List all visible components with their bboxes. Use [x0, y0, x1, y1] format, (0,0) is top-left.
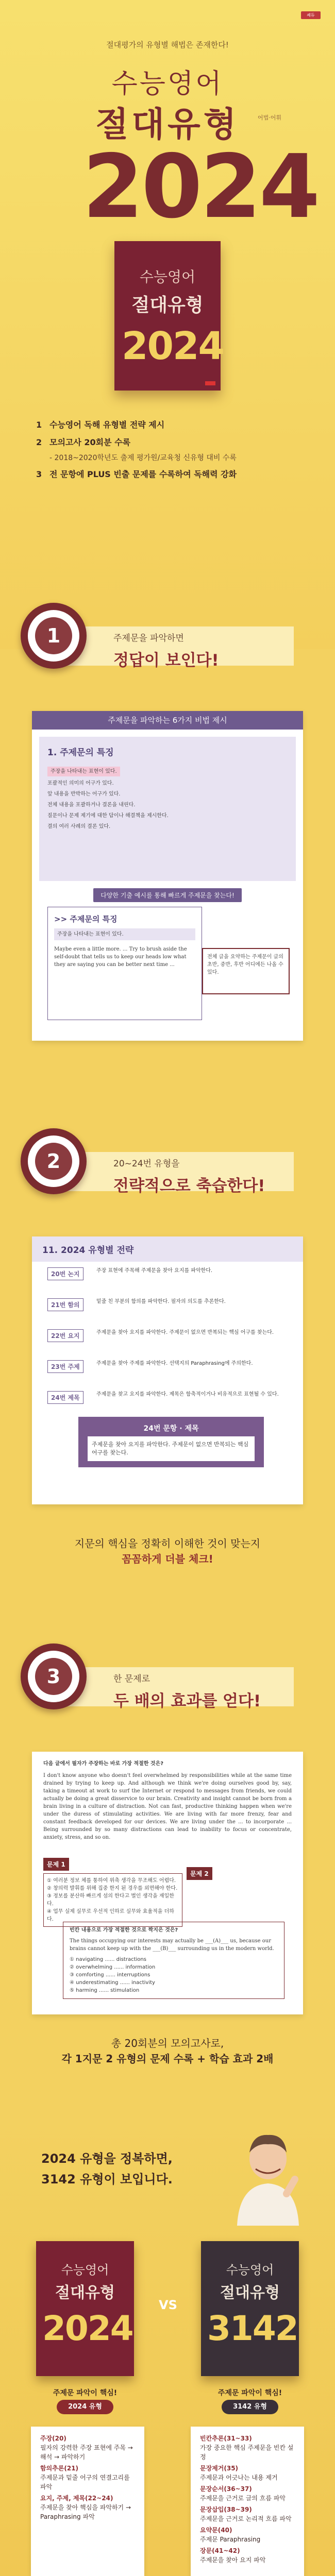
section-3-head: [0, 1638, 335, 1726]
panel-bar: 주제문을 파악하는 6가지 비법 제시: [32, 711, 303, 730]
list-item: 요지, 주제, 제목(22~24) 주제문을 찾아 핵심을 파악하기 → Paraphrasing 파악: [40, 2495, 131, 2520]
book-year: 3142: [207, 2309, 298, 2348]
pill-row: [32, 888, 303, 902]
q2-sentence: The things occupying our interests may actually be ___(A)___ us, because our brains cannot keep up with the ___(B)___ surrounding us in the modern world.: [70, 1938, 274, 1952]
vs-label: VS: [159, 2298, 177, 2312]
cover-year: 2024: [122, 324, 224, 368]
strategy-row: [47, 1391, 279, 1404]
section-number-badge: 3: [21, 1643, 87, 1709]
section-pre: 20~24번 유형을: [113, 1159, 180, 1169]
caption-line-bold: 꼼꼼하게 더블 체크!: [122, 1553, 213, 1565]
book-year: 2024: [42, 2309, 133, 2348]
q1-option: ① 여러분 정보 체를 통하여 위축 생각을 무조해도 어렵다.: [47, 1878, 176, 1884]
compare-line-2: 3142 유형이 보입니다.: [41, 2172, 173, 2187]
section-number-badge: 2: [21, 1128, 87, 1194]
title-main: 절대유형: [95, 105, 240, 144]
strategy-text: 밑줄 친 부분의 함의를 파악한다. 필자의 의도를 추론한다.: [96, 1299, 226, 1304]
right-list: [191, 2427, 304, 2576]
sample-passage: Maybe even a little more. ... Try to brush aside the self-doubt that tells us to keep our heads low what they are saying you can be better next time ...: [54, 946, 187, 968]
sample-box: [47, 907, 202, 1020]
q2-head: 빈칸 내용으로 가장 적절한 것으로 짝지은 것은?: [70, 1927, 178, 1933]
section-2: [0, 1123, 335, 1628]
sample-point: 주장을 나타내는 표현이 있다.: [54, 928, 195, 940]
section-1: [0, 598, 335, 1154]
note-text: 전체 글을 요약하는 주제문이 글의 초반, 중반, 후반 어디에든 나올 수 있다.: [207, 954, 283, 975]
q1-options: [43, 1873, 182, 1927]
title-small: 어법·어휘: [258, 114, 282, 121]
point-item: 포괄적인 의미의 어구가 있다.: [47, 781, 114, 786]
feature-item: 1 수능영어 독해 유형별 전략 제시: [36, 420, 165, 430]
list-item: 문장제거(35) 주제문과 어긋나는 내용 제거: [200, 2465, 278, 2481]
left-label: 주제문 파악이 핵심!: [53, 2389, 118, 2397]
list-item: 빈칸추론(31~33) 가장 중요한 핵심 주제문을 빈칸 설정: [200, 2435, 294, 2461]
callout-box: [78, 1417, 264, 1467]
feature-box: [39, 737, 296, 881]
student-illustration: [227, 2128, 309, 2226]
strategy-tag: 21번 함의: [47, 1298, 83, 1311]
cover-sub: 수능영어: [139, 268, 196, 285]
section-title: 전략적으로 축습한다!: [113, 1177, 265, 1195]
cover-publisher-mark: [205, 381, 215, 385]
feature-item: 3 전 문항에 PLUS 빈출 문제를 수록하여 독해력 강화: [36, 469, 237, 479]
section-title: 정답이 보인다!: [113, 651, 219, 670]
book-sub: 수능영어: [61, 2263, 109, 2277]
strategy-text: 주제문을 찾아 주제를 파악한다. 선택지의 Paraphrasing에 주의한다.: [96, 1361, 253, 1366]
strategy-text: 주제문을 찾아 요지를 파악한다. 주제문이 없으면 반복되는 핵심 어구를 찾는다.: [96, 1330, 274, 1335]
strategy-tag: 23번 주제: [47, 1360, 83, 1373]
caption-line: 총 20회분의 모의고사로,: [111, 2037, 224, 2049]
strategy-panel: [32, 1236, 303, 1504]
title-year: 2024: [82, 136, 319, 238]
strategy-text: 주제문을 찾고 요지를 파악한다. 제목은 함축적이거나 비유적으로 표현될 수 있다.: [96, 1392, 279, 1397]
q2-option: ① navigating ...... distractions: [70, 1957, 146, 1962]
strategy-tag: 22번 요지: [47, 1329, 83, 1342]
section-3: [0, 1638, 335, 2102]
hero: [0, 0, 335, 649]
list-item: 문장삽입(38~39) 주제문을 근거로 논리적 흐름 파악: [200, 2506, 292, 2522]
compare-line-1: 2024 유형을 정복하면,: [41, 2151, 173, 2166]
caption-line-bold: 각 1지문 2 유형의 문제 수록 + 학습 효과 2배: [61, 2053, 274, 2065]
book-3142[interactable]: [201, 2241, 299, 2376]
title-sub: 수능영어: [111, 69, 224, 99]
brand-logo[interactable]: 쎄듀: [301, 11, 321, 19]
q1-label: 문제 1: [43, 1858, 69, 1871]
book-main: 절대유형: [55, 2284, 115, 2302]
list-item: 장문(41~42) 주제문을 찾아 요지 파악: [200, 2547, 266, 2564]
section-title: 두 배의 효과를 얻다!: [113, 1692, 261, 1710]
cover-main: 절대유형: [131, 295, 204, 316]
sample-box-title: >> 주제문의 특징: [54, 914, 118, 924]
point-item: 전체 내용을 포괄하거나 결론을 내린다.: [47, 802, 136, 808]
point-item: 앞 내용을 반박하는 어구가 있다.: [47, 791, 121, 797]
q2-label-wrap: [187, 1867, 212, 1880]
section-2-head: [0, 1123, 335, 1211]
strategy-row: [47, 1360, 253, 1374]
list-item: 문장순서(36~37) 주제문을 근거로 글의 흐름 파악: [200, 2485, 286, 2502]
point-list: [47, 765, 288, 831]
list-item: 함의추론(21) 주제문과 밑줄 어구의 연결고리를 파악: [40, 2465, 130, 2490]
left-list: [31, 2427, 144, 2576]
passage-text: I don't know anyone who doesn't feel overwhelmed by responsibilities while at the same time drained by trying to keep up. And although we think we're doing ourselves good by, say, taking a timeout at work to surf the Internet or respond to messages from friends, we could actually be doing a great disservice to our brain. Creativity and insight cannot be born from a brain living in a culture of distraction. Not can fast, productive thinking happen when we're under the duress of stimulating activities. We are living with far more frenzy, fear and constant feedback developed for our devices. We are living under the ... to incorporate ... Being surrounded by so many distractions can lead to inability to focus or concentrate, anxiety, stress, and so on.: [43, 1773, 292, 1840]
q1-label-wrap: [43, 1858, 69, 1871]
left-chip: 2024 유형: [57, 2400, 113, 2414]
q2-options: [70, 1956, 278, 1994]
q2-option: ③ comforting ...... interruptions: [70, 1972, 150, 1978]
book-main: 절대유형: [220, 2284, 280, 2302]
panel-head: [32, 1236, 303, 1262]
section-pre: 한 문제로: [113, 1674, 150, 1684]
question-panel: [32, 1752, 303, 2014]
section-number-badge: 1: [21, 603, 87, 669]
feature-subitem: - 2018~2020학년도 출제 평가원/교육청 신유형 대비 수록: [49, 454, 237, 462]
box-title: 1. 주제문의 특징: [47, 748, 114, 758]
list-item: 주장(20) 필자의 강력한 주장 표현에 주목 → 해석 → 파악하기: [40, 2435, 133, 2461]
right-label: 주제문 파악이 핵심!: [217, 2389, 282, 2397]
q2-label: 문제 2: [187, 1867, 212, 1880]
caption-line: 지문의 핵심을 정확히 이해한 것이 맞는지: [74, 1537, 261, 1550]
q2-option: ④ underestimating ...... inactivity: [70, 1980, 155, 1986]
q1-option: ② 창의력 발휘를 위해 집중 한지 된 경우를 외면해야 한다.: [47, 1886, 178, 1891]
q2-box: [63, 1922, 284, 1999]
book-cover[interactable]: [114, 241, 224, 391]
strategy-panel: [32, 711, 303, 1041]
highlight-pill: 다양한 기출 예시를 통해 빠르게 주제문을 찾는다!: [93, 888, 242, 902]
list-item: 요약문(40) 주제문 Paraphrasing: [200, 2527, 261, 2543]
book-sub: 수능영어: [226, 2263, 274, 2277]
box-title: 11. 2024 유형별 전략: [42, 1245, 134, 1256]
q1-option: ④ 업무 실제 실무로 우선적 인하로 실무와 효율적을 더하다.: [47, 1909, 174, 1922]
q2-option: ⑤ harming ...... stimulation: [70, 1988, 140, 1993]
point-item: 결의 여러 사례의 결론 있다.: [47, 824, 111, 829]
compare-section: [0, 2117, 335, 2576]
section-1-head: [0, 598, 335, 685]
feature-item: 2 모의고사 20회분 수록: [36, 437, 131, 447]
strategy-row: [47, 1298, 226, 1312]
strategy-tag: 20번 논지: [47, 1267, 83, 1280]
note-box: [202, 948, 290, 994]
q1-option: ③ 정보를 분산하 빠르게 섬의 한다고 벌인 생각을 재일한다.: [47, 1893, 174, 1907]
strategy-tag: 24번 제목: [47, 1391, 83, 1404]
tagline: 절대평가의 유형별 해법은 존재한다!: [106, 40, 229, 49]
strategy-row: [47, 1329, 274, 1343]
callout-text: 주제문을 찾아 요지를 파악한다. 주제문이 없으면 반복되는 핵심 어구를 찾는다.: [88, 1436, 255, 1461]
passage-question: 다음 글에서 필자가 주장하는 바로 가장 적절한 것은?: [43, 1761, 164, 1767]
right-chip: 3142 유형: [222, 2400, 278, 2414]
strategy-text: 주장 표현에 주목해 주제문을 찾아 요지를 파악한다.: [96, 1268, 213, 1274]
point-item: 주장을 나타내는 표현이 있다.: [47, 767, 120, 776]
point-item: 질문이나 문제 제기에 대한 답이나 해결책을 제시한다.: [47, 813, 169, 819]
callout-title: 24번 문항 · 제목: [143, 1425, 199, 1433]
strategy-row: [47, 1267, 213, 1281]
q2-option: ② overwhelming ...... information: [70, 1964, 156, 1970]
section-pre: 주제문을 파악하면: [113, 633, 184, 643]
book-2024[interactable]: [36, 2241, 134, 2376]
